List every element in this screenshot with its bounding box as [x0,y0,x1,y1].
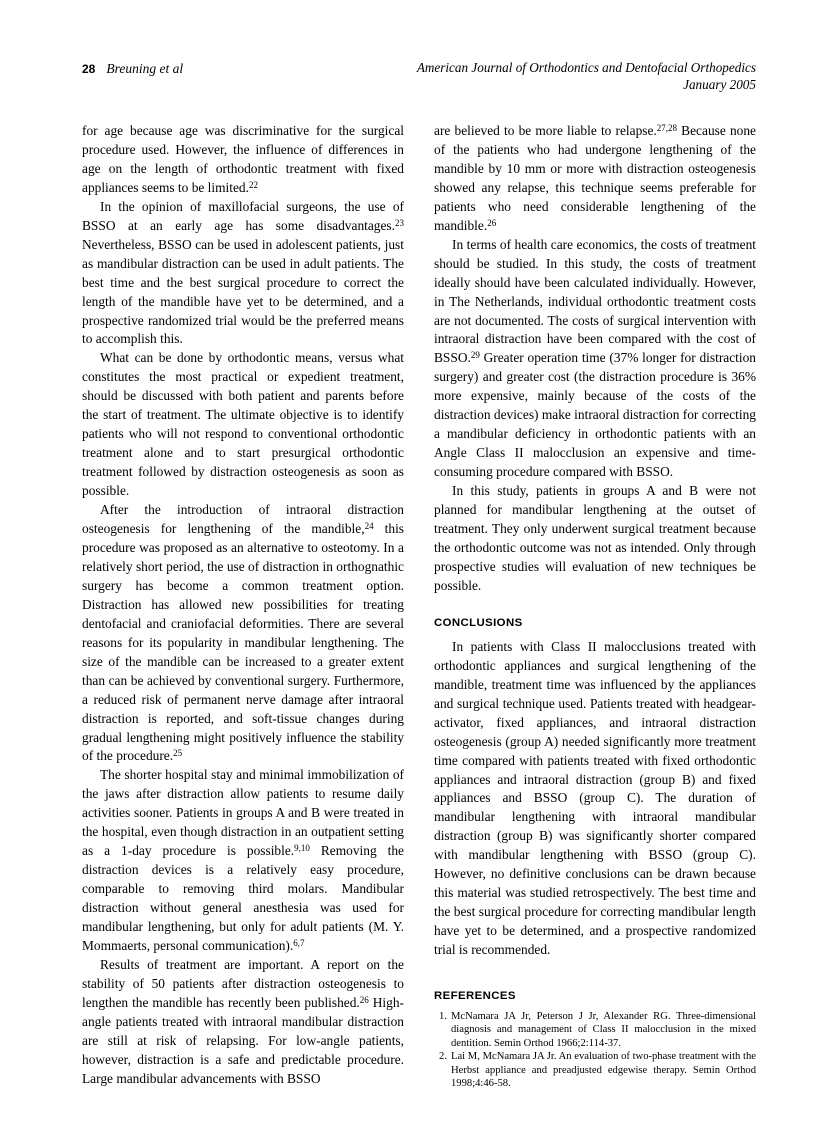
reference-list [434,1010,756,1090]
body-paragraph: Results of treatment are important. A report on the stability of 50 patients after distraction osteogenesis to lengthen the mandible has recently been published.$^{26}$ High-angle patients treated with intraoral mandibular distraction are still at risk of relapsing. For low-angle patients, however, distraction is a safe and predictable procedure. Large mandibular advancements with BSSO [82,956,404,1086]
citation-superscript: 9,10 [294,843,310,854]
body-paragraph: In terms of health care economics, the costs of treatment should be studied. In this study, the costs of treatment ideally should have been calculated individually. However, in The Netherlands, individual orthodontic treatment costs are not documented. The costs of surgical intervention with intraoral distraction have been compared with the cost of BSSO.$^{29}$ Greater operation time (37% longer for distraction surgery) and greater cost (the distraction procedure is 36% more expensive, mainly because of the costs of the distraction devices) make intraoral distraction for correcting a mandibular deficiency in orthodontic patients with an Angle Class II malocclusion an expensive and time-consuming procedure compared with BSSO. [434,236,756,480]
left-column-paragraphs [82,122,404,1089]
body-paragraph: What can be done by orthodontic means, versus what constitutes the most practical or expedient treatment, should be discussed with both patient and parents before the start of treatment. The ultimate objective is to identify patients who will not respond to conventional orthodontic treatment alone and to start presurgical orthodontic treatment followed by distraction osteogenesis as soon as possible. [82,350,404,499]
citation-superscript: 25 [173,748,183,759]
running-head [82,60,756,100]
body-paragraph: are believed to be more liable to relapse.$^{27,28}$ Because none of the patients who had undergone lengthening of the mandible by 10 mm or more with distraction osteogenesis showed any relapse, this technique seems preferable for patients who need considerable lengthening of the mandible.$^{26}$ [434,123,756,233]
right-column [434,122,756,1090]
page-number: 28 [82,62,96,76]
body-paragraph: The shorter hospital stay and minimal immobilization of the jaws after distraction allow patients to resume daily activities sooner. Patients in groups A and B were treated in the hospital, even though distraction in an outpatient setting as a 1-day procedure is possible.$^{9,10}$ Removing the distraction devices is a relatively easy procedure, comparable to removing third molars. Mandibular distraction without general anesthesia was used for mandibular lengthening, but only for adult patients (M. Y. Mommaerts, personal communication).$^{6,7}$ [82,767,404,953]
citation-superscript: 26 [487,218,497,228]
running-head-left [82,60,183,78]
body-paragraph: In patients with Class II malocclusions treated with orthodontic appliances and surgical lengthening of the mandible, treatment time was influenced by the appliances and surgical technique used. Patients treated with headgear-activator, fixed appliances, and intraoral distraction osteogenesis (group A) needed significantly more treatment time compared with patients treated with fixed orthodontic appliances and intraoral distraction (group B) and fixed appliances and BSSO (group C). The duration of mandibular lengthening with intraoral mandibular distraction (group B) was significantly shorter compared with mandibular lengthening with BSSO (group C). However, no definitive conclusions can be drawn because this material was studied retrospectively. The best time and the best surgical procedure for correcting mandibular length have yet to be determined, and a prospective randomized trial is recommended. [434,638,756,958]
body-paragraph: After the introduction of intraoral distraction osteogenesis for lengthening of the mandible,$^{24}$ this procedure was proposed as an alternative to osteotomy. In a relatively short period, the use of distraction in orthognathic surgery has become a common treatment option. Distraction has allowed new possibilities for treating dentofacial and craniofacial deformities. There are several reasons for its popularity in mandibular lengthening. The size of the mandible can be increased to a greater extent than can be achieved by conventional surgery. Furthermore, a reduced risk of permanent nerve damage after intraoral distraction is reported, and soft-tissue changes during gradual lengthening might positively influence the stability of the procedure.$^{25}$ [82,502,404,764]
citation-superscript: 6,7 [293,938,305,949]
right-column-paragraphs [434,122,756,596]
citation-superscript: 22 [248,180,258,191]
citation-superscript: 23 [395,218,404,228]
reference-item: McNamara JA Jr, Peterson J Jr, Alexander RG. Three-dimensional diagnosis and management of Class II malocclusion in the mixed dentition. Semin Orthod 1966;2:114-37. [451,1011,756,1049]
citation-superscript: 24 [364,521,374,532]
citation-superscript: 29 [470,350,480,361]
journal-title: American Journal of Orthodontics and Dentofacial Orthopedics [416,60,756,75]
running-head-authors: Breuning et al [106,61,184,76]
conclusions-paragraphs [434,638,756,960]
body-paragraph: In the opinion of maxillofacial surgeons, the use of BSSO at an early age has some disadvantages.$^{23}$ Nevertheless, BSSO can be used in adolescent patients, just as mandibular distraction can be used in adult patients. The best time and the best surgical procedure to correct the length of the mandible have yet to be determined, and a prospective randomized trial would be the preferred means to accomplish this. [82,198,404,347]
citation-superscript: 27,28 [656,123,678,134]
references-heading: REFERENCES [434,990,516,1003]
issue-date: January 2005 [683,76,756,92]
left-column [82,122,404,1089]
body-paragraph: In this study, patients in groups A and B were not planned for mandibular lengthening at the outset of treatment. They only underwent surgical treatment because the orthodontic outcome was not as intended. Only through prospective studies will evaluation of new techniques be possible. [434,483,756,593]
body-paragraph: for age because age was discriminative for the surgical procedure used. However, the influence of differences in age on the length of orthodontic treatment with fixed appliances seems to be limited.$^{22}$ [82,123,404,195]
reference-item: Lai M, McNamara JA Jr. An evaluation of two-phase treatment with the Herbst appliance and preadjusted edgewise therapy. Semin Orthod 1998;4:46-58. [451,1051,756,1090]
conclusions-heading: CONCLUSIONS [434,616,523,629]
running-head-right [417,60,756,93]
citation-superscript: 26 [359,995,369,1006]
